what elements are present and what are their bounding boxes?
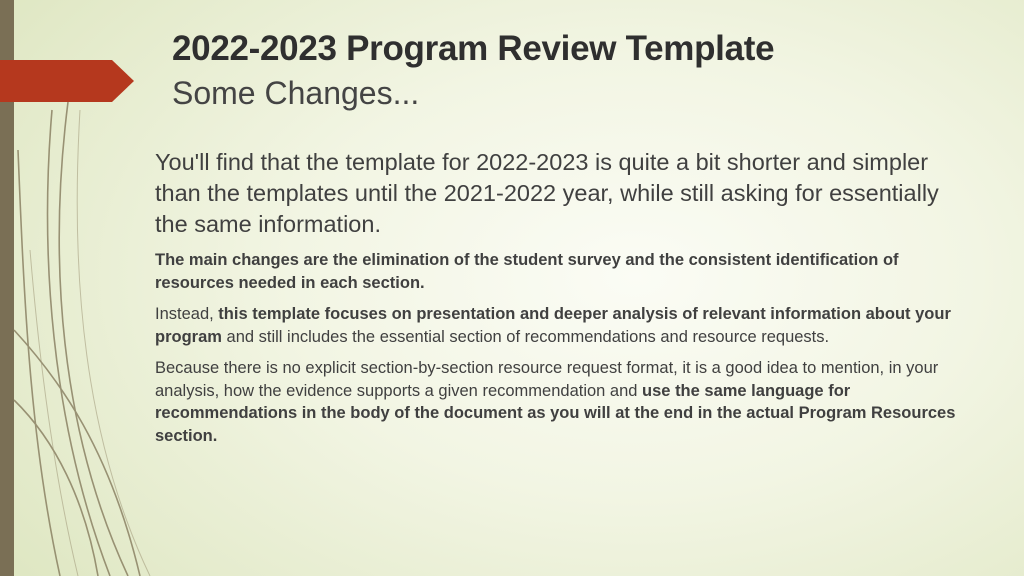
red-accent-arrow [0, 60, 134, 102]
instead-bold-text: this template focuses on presentation and deeper analysis of relevant information about your program [155, 305, 951, 346]
because-bold-text: use the same language for recommendations in the body of the document as you will at the end in the actual Program Resources section. [155, 381, 956, 445]
intro-paragraph: You'll find that the template for 2022-2023 is quite a bit shorter and simpler than the templates until the 2021-2022 year, while still asking for essentially the same information. [155, 149, 939, 237]
slide-title: 2022-2023 Program Review Template [172, 29, 775, 68]
instead-lead-text: Instead, [155, 305, 219, 323]
instead-paragraph [155, 303, 975, 348]
because-lead-text: Because there is no explicit section-by-section resource request format, it is a good idea to mention, in your analysis, how the evidence supports a given recommendation and [155, 359, 939, 400]
slide-content [155, 147, 975, 456]
instead-tail-text: and still includes the essential section of recommendations and resource requests. [221, 327, 830, 346]
because-paragraph [155, 357, 975, 447]
slide-subtitle: Some Changes... [172, 75, 420, 111]
main-changes-paragraph: The main changes are the elimination of the student survey and the consistent identification of resources needed in each section. [155, 251, 899, 292]
title-block [172, 26, 972, 114]
